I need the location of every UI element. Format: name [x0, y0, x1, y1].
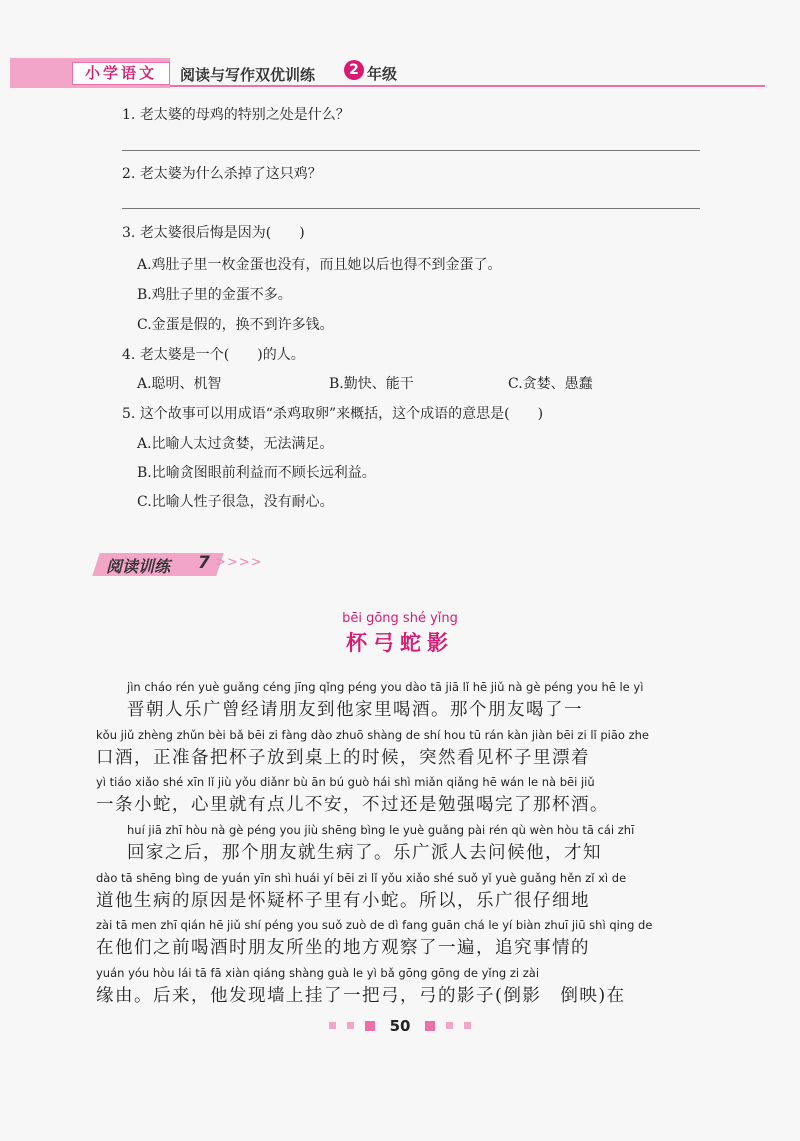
header-rule — [170, 85, 765, 87]
question-3: 3. 老太婆很后悔是因为( ) — [122, 225, 305, 241]
story-line-6-pinyin: zài tā men zhī qián hē jiǔ shí péng you suǒ zuò de dì fang guān chá le yí biàn zhuī jiū shì qing de — [96, 918, 653, 932]
story-line-1-text: 晋朝人乐广曾经请朋友到他家里喝酒。那个朋友喝了一 — [127, 700, 583, 720]
footer-square-icon — [446, 1022, 453, 1029]
story-title: 杯弓蛇影 — [346, 631, 454, 655]
question-4-option-c[interactable]: C.贪婪、愚蠢 — [508, 376, 593, 392]
question-3-option-a[interactable]: A.鸡肚子里一枚金蛋也没有，而且她以后也得不到金蛋了。 — [137, 257, 502, 273]
story-line-4-pinyin: huí jiā zhī hòu nà gè péng you jiù shēng bìng le yuè guǎng pài rén qù wèn hòu tā cái zhī — [127, 823, 635, 837]
question-4-option-b[interactable]: B.勤快、能干 — [329, 376, 414, 392]
section-arrows-icon: >>>> — [215, 555, 263, 570]
question-5-option-b[interactable]: B.比喻贪图眼前利益而不顾长远利益。 — [137, 465, 376, 481]
story-line-2-pinyin: kǒu jiǔ zhèng zhǔn bèi bǎ bēi zi fàng dào zhuō shàng de shí hou tū rán kàn jiàn bēi zi lǐ piāo zhe — [96, 728, 649, 742]
page-footer — [0, 1015, 800, 1035]
footer-square-icon — [425, 1021, 435, 1031]
footer-square-icon — [464, 1022, 471, 1029]
subject-logo: 小学语文 — [72, 62, 170, 85]
story-line-4-text: 回家之后，那个朋友就生病了。乐广派人去问候他，才知 — [127, 843, 602, 863]
story-line-1-pinyin: jìn cháo rén yuè guǎng céng jīng qǐng péng you dào tā jiā lǐ hē jiǔ nà gè péng you hē le yì — [127, 680, 644, 694]
question-4-option-a[interactable]: A.聪明、机智 — [137, 376, 222, 392]
grade-label: 年级 — [367, 65, 398, 83]
question-5-option-c[interactable]: C.比喻人性子很急，没有耐心。 — [137, 494, 334, 510]
story-line-5-pinyin: dào tā shēng bìng de yuán yīn shì huái yí bēi zi lǐ yǒu xiǎo shé suǒ yǐ yuè guǎng hěn zǐ xì de — [96, 871, 627, 885]
story-line-7-pinyin: yuán yóu hòu lái tā fā xiàn qiáng shàng guà le yì bǎ gōng gōng de yǐng zi zài — [96, 966, 540, 980]
story-title-pinyin: bēi gōng shé yǐng — [342, 611, 458, 626]
story-line-2-text: 口酒，正准备把杯子放到桌上的时候，突然看见杯子里漂着 — [96, 748, 590, 768]
section-title: 阅读训练 — [106, 557, 171, 576]
question-5-option-a[interactable]: A.比喻人太过贪婪，无法满足。 — [137, 436, 334, 452]
series-title: 阅读与写作双优训练 — [180, 66, 316, 84]
story-line-3-text: 一条小蛇，心里就有点儿不安，不过还是勉强喝完了那杯酒。 — [96, 795, 609, 815]
question-1: 1. 老太婆的母鸡的特别之处是什么？ — [122, 107, 350, 123]
question-3-option-b[interactable]: B.鸡肚子里的金蛋不多。 — [137, 287, 292, 303]
question-4: 4. 老太婆是一个( )的人。 — [122, 347, 305, 363]
section-number: 7 — [198, 553, 210, 573]
grade-number-badge: 2 — [344, 60, 364, 80]
story-line-5-text: 道他生病的原因是怀疑杯子里有小蛇。所以，乐广很仔细地 — [96, 891, 590, 911]
footer-square-icon — [329, 1022, 336, 1029]
footer-square-icon — [365, 1021, 375, 1031]
story-line-3-pinyin: yì tiáo xiǎo shé xīn lǐ jiù yǒu diǎnr bù ān bú guò hái shì miǎn qiǎng hē wán le nà bēi jiǔ — [96, 775, 595, 789]
footer-square-icon — [347, 1022, 354, 1029]
question-2: 2. 老太婆为什么杀掉了这只鸡？ — [122, 166, 322, 182]
question-5: 5. 这个故事可以用成语“杀鸡取卵”来概括，这个成语的意思是( ) — [122, 406, 544, 422]
question-3-option-c[interactable]: C.金蛋是假的，换不到许多钱。 — [137, 317, 334, 333]
story-line-6-text: 在他们之前喝酒时朋友所坐的地方观察了一遍，追究事情的 — [96, 938, 590, 958]
page-header — [10, 58, 765, 88]
story-line-7-text: 缘由。后来，他发现墙上挂了一把弓，弓的影子(倒影 倒映)在 — [96, 986, 626, 1006]
page-number: 50 — [389, 1016, 411, 1035]
answer-line-1[interactable] — [122, 150, 700, 151]
answer-line-2[interactable] — [122, 208, 700, 209]
